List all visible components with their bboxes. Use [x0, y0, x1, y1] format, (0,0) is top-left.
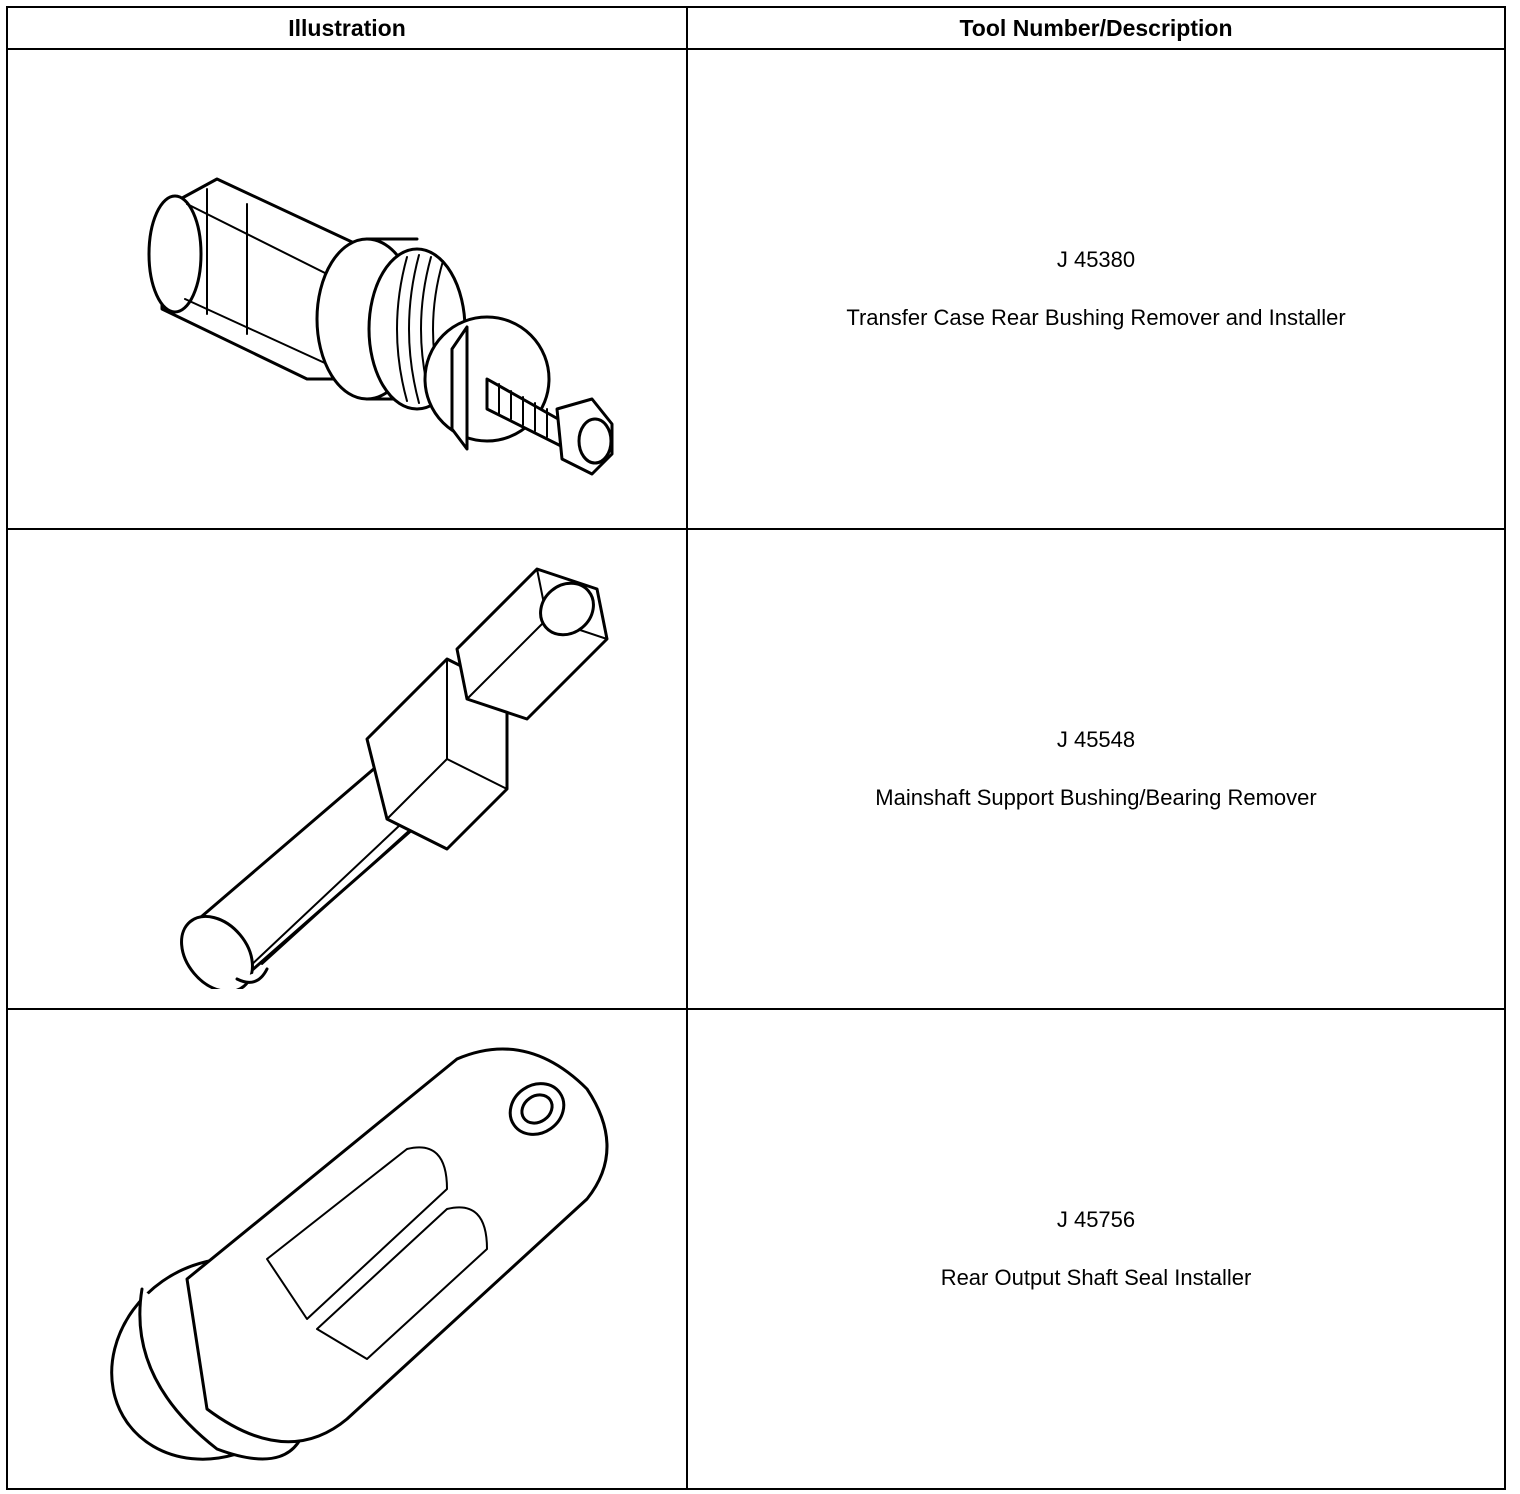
mainshaft-bushing-remover-illustration — [67, 549, 627, 989]
tool-number: J 45548 — [1056, 727, 1136, 752]
tool-description: Transfer Case Rear Bushing Remover and Installer — [846, 305, 1346, 330]
table-row — [7, 49, 1505, 529]
tool-number: J 45380 — [1056, 247, 1136, 272]
tool-description-cell — [687, 49, 1505, 529]
tool-description-cell — [687, 529, 1505, 1009]
tool-number: J 45756 — [1056, 1207, 1136, 1232]
bushing-remover-installer-illustration — [67, 79, 627, 499]
tool-description: Mainshaft Support Bushing/Bearing Remover — [875, 785, 1317, 810]
header-row — [7, 7, 1505, 49]
illustration-cell — [7, 49, 687, 529]
tool-description: Rear Output Shaft Seal Installer — [940, 1265, 1252, 1290]
illustration-cell — [7, 1009, 687, 1489]
illustration-cell — [7, 529, 687, 1009]
table-row — [7, 529, 1505, 1009]
table-row — [7, 1009, 1505, 1489]
tool-header: Tool Number/Description — [687, 7, 1505, 49]
tool-table — [6, 6, 1506, 1490]
seal-installer-illustration — [67, 1029, 627, 1469]
tool-description-cell — [687, 1009, 1505, 1489]
illustration-header: Illustration — [7, 7, 687, 49]
